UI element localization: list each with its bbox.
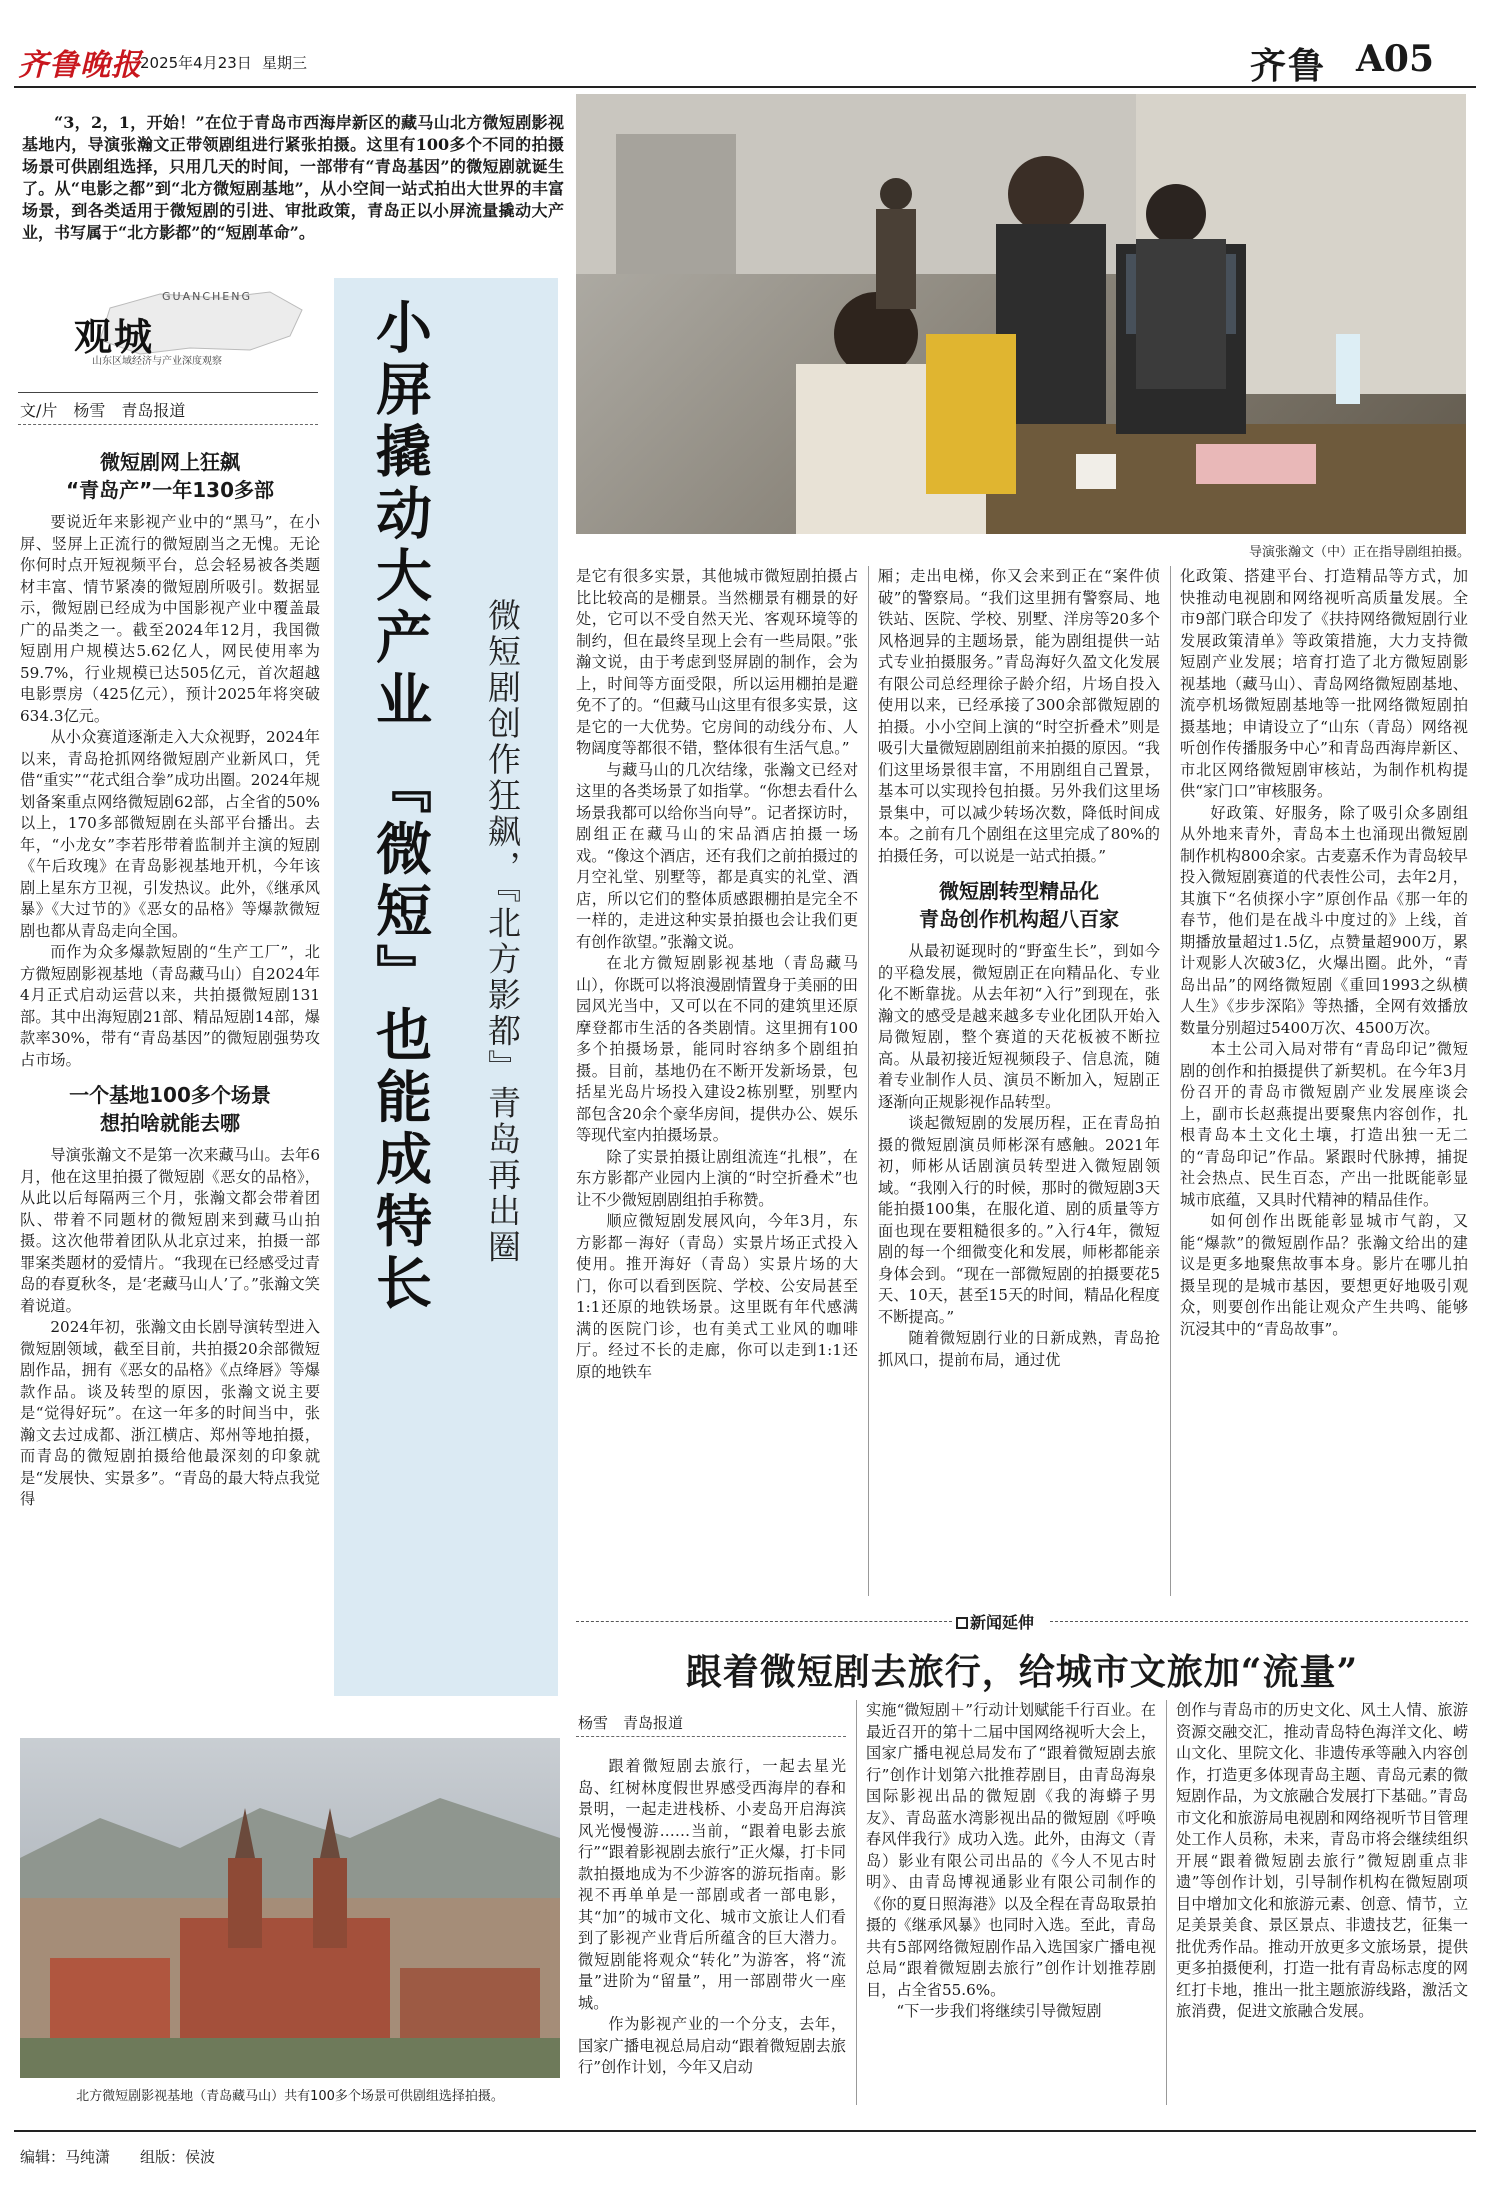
article-column-4 — [1180, 566, 1468, 1340]
column-name: 观城 — [74, 314, 155, 359]
news-column-2 — [866, 1700, 1156, 2023]
news-divider-col3 — [1166, 1700, 1167, 2105]
news-col1-paragraph-1: 跟着微短剧去旅行，一起去星光岛、红树林度假世界感受西海岸的春和景明，一起走进栈桥、小麦岛开启海滨风光慢慢游……当前，“跟着电影去旅行”“跟着影视剧去旅行”正火爆，打卡同款拍摄地成为不少游客的游玩指南。影视不再单单是一部剧或者一部电影，其“加”的城市文化、城市文旅让人们看到了影视产业背后所蕴含的巨大潜力。微短剧能将观众“转化”为游客，将“流量”进阶为“留量”，用一部剧带火一座城。 — [578, 1757, 846, 2012]
photo-illustration-town — [20, 1738, 560, 2078]
news-byline: 杨雪 青岛报道 — [578, 1714, 684, 1732]
top-photo — [576, 94, 1466, 534]
article-column-1 — [20, 448, 320, 1511]
col2-paragraph-2: 与藏马山的几次结缘，张瀚文已经对这里的各类场景了如指掌。“你想去看什么场景我都可以给你当向导”。记者探访时，剧组正在藏马山的宋品酒店拍摄一场戏。“像这个酒店，还有我们之前拍摄过的月空礼堂、别墅等，都是真实的礼堂、酒店，所以它们的整体质感跟棚拍是完全不一样的，走进这种实景拍摄也会让我们更有创作欲望。”张瀚文说。 — [576, 760, 858, 951]
col2-paragraph-3: 在北方微短剧影视基地（青岛藏马山），你既可以将浪漫剧情置身于美丽的田园风光当中，又可以在不同的建筑里还原摩登都市生活的各类剧情。这里拥有100多个拍摄场景，能同时容纳多个剧组拍摄。目前，基地仍在不断开发新场景，包括星光岛片场投入建设2栋别墅，别墅内部包含20余个豪华房间，提供办公、娱乐等现代室内拍摄场景。 — [576, 954, 858, 1144]
paper-logo: 齐鲁晚报 — [18, 48, 142, 83]
headline-sub: 微短剧创作狂飙，『北方影都』青岛再出圈 — [483, 598, 522, 1266]
subhead-3-line-2: 青岛创作机构超八百家 — [919, 907, 1119, 931]
col2-paragraph-1: 是它有很多实景，其他城市微短剧拍摄占比比较高的是棚景。当然棚景有棚景的好处，它可以不受自然天光、客观环境等的制约，但在最终呈现上会有一些局限。”张瀚文说，由于考虑到竖屏剧的制作，会为上，时间等方面受限，所以运用棚拍是避免不了的。“但藏马山这里有很多实景，这是它的一大优势。它房间的动线分布、人物阔度等都很不错，整体很有生活气息。” — [576, 567, 858, 757]
news-col3-paragraph-1: 创作与青岛市的历史文化、风土人情、旅游资源交融交汇，推动青岛特色海洋文化、崂山文化、里院文化、非遗传承等融入内容创作，打造更多体现青岛主题、青岛元素的微短剧作品，为文旅融合发展打下基础。”青岛市文化和旅游局电视剧和网络视听节目管理处工作人员称，未来，青岛市将会继续组织开展“跟着微短剧去旅行”微短剧重点非遗”等创作计划，引导制作机构在微短剧项目中增加文化和旅游元素、创意、情节，立足美景美食、景区景点、非遗技艺，征集一批优秀作品。推动开放更多文旅场景，提供更多拍摄便利，打造一批有青岛标志度的网红打卡地，推出一批主题旅游线路，激活文旅消费，促进文旅融合发展。 — [1176, 1701, 1468, 2020]
news-column-3 — [1176, 1700, 1468, 2023]
news-divider-left — [576, 1621, 952, 1622]
col1-paragraph-4: 导演张瀚文不是第一次来藏马山。去年6月，他在这里拍摄了微短剧《恶女的品格》，从此以后每隔两三个月，张瀚文都会带着团队、带着不同题材的微短剧来到藏马山拍摄。这次他带着团队从北京过来，拍摄一部罪案类题材的爱情片。“我现在已经感受过青岛的春夏秋冬，是‘老藏马山人’了。”张瀚文笑着说道。 — [20, 1146, 320, 1315]
subhead-1-line-1: 微短剧网上狂飙 — [100, 450, 240, 474]
news-divider-col2 — [856, 1700, 857, 2105]
headline-main: 小屏撬动大产业 『微短』也能成特长 — [367, 298, 433, 1316]
issue-weekday: 星期三 — [262, 54, 308, 72]
news-tag-label: 新闻延伸 — [970, 1613, 1035, 1632]
column-divider-3 — [1170, 566, 1171, 1596]
column-subtitle: 山东区域经济与产业深度观察 — [92, 356, 222, 367]
photo-illustration — [576, 94, 1466, 534]
col2-paragraph-5: 顺应微短剧发展风向，今年3月，东方影都－海好（青岛）实景片场正式投入使用。推开海好（青岛）实景片场的大门，你可以看到医院、学校、公安局甚至1:1还原的地铁场景。这里既有年代感满满的医院门诊，也有美式工业风的咖啡厅。经过不长的走廊，你可以走到1:1还原的地铁车 — [576, 1212, 858, 1381]
byline-rule-top — [18, 392, 318, 393]
news-col2-paragraph-2: “下一步我们将继续引导微短剧 — [896, 2002, 1102, 2020]
byline: 文/片 杨雪 青岛报道 — [20, 401, 186, 420]
column-pinyin: GUANCHENG — [162, 290, 252, 303]
news-tag — [956, 1610, 1034, 1633]
square-bullet-icon — [956, 1617, 968, 1629]
news-col2-paragraph-1: 实施“微短剧＋”行动计划赋能千行百业。在最近召开的第十二届中国网络视听大会上，国家广播电视总局发布了“跟着微短剧去旅行”创作计划第六批推荐剧目，由青岛海泉国际影视出品的微短剧《我的海蟒子男友》、青岛蓝水湾影视出品的微短剧《呼唤春风伴我行》成功入选。此外，由海文（青岛）影业有限公司出品的《今人不见古时明》、由青岛博视通影业有限公司制作的《你的夏日照海港》以及全程在青岛取景拍摄的《继承风暴》也同时入选。至此，青岛共有5部网络微短剧作品入选国家广播电视总局“跟着微短剧去旅行”创作计划推荐剧目，占全省55.6%。 — [866, 1701, 1156, 1999]
headline-band — [334, 278, 558, 1696]
bottom-photo — [20, 1738, 560, 2078]
article-column-3 — [878, 566, 1160, 1371]
subhead-3-line-1: 微短剧转型精品化 — [939, 879, 1099, 903]
col1-paragraph-2: 从小众赛道逐渐走入大众视野，2024年以来，青岛抢抓网络微短剧产业新风口，凭借“重实”“花式组合拳”成功出圈。2024年规划备案重点网络微短剧62部，占全省的50%以上，170多部微短剧在头部平台播出。去年，“小龙女”李若彤带着监制并主演的短剧《午后玫瑰》在青岛影视基地开机，今年该剧上星东方卫视，引发热议。此外，《继承风暴》《大过节的》《恶女的品格》等爆款微短剧也都从青岛走向全国。 — [20, 728, 320, 940]
footer-editor: 编辑：马纯潇 — [20, 2148, 111, 2166]
lead-paragraph: “3，2，1，开始！”在位于青岛市西海岸新区的藏马山北方微短剧影视基地内，导演张瀚文正带领剧组进行紧张拍摄。这里有100多个不同的拍摄场景可供剧组选择，只用几天的时间，一部带有“青岛基因”的微短剧就诞生了。从“电影之都”到“北方微短剧基地”，从小空间一站式拍出大世界的丰富场景，到各类适用于微短剧的引进、审批政策，青岛正以小屏流量撬动大产业，书写属于“北方影都”的“短剧革命”。 — [22, 113, 564, 242]
footer-rule — [14, 2130, 1476, 2132]
top-photo-caption: 导演张瀚文（中）正在指导剧组拍摄。 — [1248, 545, 1470, 560]
news-col1-paragraph-2: 作为影视产业的一个分支，去年，国家广播电视总局启动“跟着微短剧去旅行”创作计划，今年又启动 — [578, 2015, 846, 2076]
subhead-2-line-1: 一个基地100多个场景 — [69, 1083, 271, 1107]
col4-paragraph-4: 如何创作出既能彰显城市气韵，又能“爆款”的微短剧作品？张瀚文给出的建议是更多地聚焦故事本身。影片在哪儿拍摄呈现的是城市基因，要想更好地吸引观众，则要创作出能让观众产生共鸣、能够沉浸其中的“青岛故事”。 — [1180, 1212, 1468, 1338]
column-logo — [70, 288, 310, 366]
col1-paragraph-1: 要说近年来影视产业中的“黑马”，在小屏、竖屏上正流行的微短剧当之无愧。无论你何时点开短视频平台，总会轻易被各类题材丰富、情节紧凑的微短剧所吸引。数据显示，微短剧已经成为中国影视产业中覆盖最广的品类之一。截至2024年12月，我国微短剧用户规模达5.62亿人，网民使用率为59.7%，行业规模已达505亿元，首次超越电影票房（425亿元），预计2025年将突破634.3亿元。 — [20, 513, 320, 725]
col4-paragraph-1: 化政策、搭建平台、打造精品等方式，加快推动电视剧和网络视听高质量发展。全市9部门联合印发了《扶持网络微短剧行业发展政策清单》等政策措施，大力支持微短剧产业发展；培育打造了北方微短剧影视基地（藏马山）、青岛网络微短剧基地、流亭机场微短剧基地等一批网络微短剧拍摄基地；申请设立了“山东（青岛）网络视听创作传播服务中心”和青岛西海岸新区、市北区网络微短剧审核站，为制作机构提供“家门口”审核服务。 — [1180, 567, 1468, 800]
issue-date: 2025年4月23日 — [140, 54, 252, 72]
col1-paragraph-3: 而作为众多爆款短剧的“生产工厂”，北方微短剧影视基地（青岛藏马山）自2024年4月正式启动运营以来，共拍摄微短剧131部。其中出海短剧21部、精品短剧14部，爆款率30%，带有“青岛基因”的微短剧强势攻占市场。 — [20, 943, 320, 1069]
page-number: A05 — [1356, 38, 1435, 80]
news-byline-rule — [576, 1736, 846, 1737]
col3-paragraph-1: 厢；走出电梯，你又会来到正在“案件侦破”的警察局。“我们这里拥有警察局、地铁站、医院、学校、别墅、洋房等20多个风格迥异的主题场景，能为剧组提供一站式专业拍摄服务。”青岛海好久盈文化发展有限公司总经理徐子龄介绍，片场自投入使用以来，已经承接了300余部微短剧的拍摄。小小空间上演的“时空折叠术”则是吸引大量微短剧剧组前来拍摄的原因。“我们这里场景很丰富，不用剧组自己置景，基本可以实现拎包拍摄。另外我们这里场景集中，可以减少转场次数，降低时间成本。之前有几个剧组在这里完成了80%的拍摄任务，可以说是一站式拍摄。” — [878, 567, 1160, 865]
subhead-1-line-2: “青岛产”一年130多部 — [65, 478, 275, 502]
news-divider-right — [1050, 1621, 1468, 1622]
section-name: 齐鲁 — [1250, 45, 1327, 87]
col1-paragraph-5: 2024年初，张瀚文由长剧导演转型进入微短剧领域，截至目前，共拍摄20余部微短剧作品，拥有《恶女的品格》《点绛唇》等爆款作品。谈及转型的原因，张瀚文说主要是“觉得好玩”。在这一年多的时间当中，张瀚文去过成都、浙江横店、郑州等地拍摄，而青岛的微短剧拍摄给他最深刻的印象就是“发展快、实景多”。“青岛的最大特点我觉得 — [20, 1318, 320, 1508]
subhead-2-line-2: 想拍啥就能去哪 — [100, 1111, 240, 1135]
col4-paragraph-3: 本土公司入局对带有“青岛印记”微短剧的创作和拍摄提供了新契机。在今年3月份召开的青岛市微短剧产业发展座谈会上，副市长赵燕提出要聚焦内容创作，扎根青岛本土文化土壤，打造出独一无二的“青岛印记”作品。紧跟时代脉搏，捕捉社会热点、民生百态，产出一批既能彰显城市底蕴，又具时代精神的精品佳作。 — [1180, 1040, 1468, 1209]
col3-paragraph-3: 谈起微短剧的发展历程，正在青岛拍摄的微短剧演员师彬深有感触。2021年初，师彬从话剧演员转型进入微短剧领域。“我刚入行的时候，那时的微短剧3天能拍摄100集，在服化道、剧的质量等方面也现在要粗糙很多的。”入行4年，微短剧的每一个细微变化和发展，师彬都能亲身体会到。“现在一部微短剧的拍摄要花5天、10天，甚至15天的时间，精品化程度不断提高。” — [878, 1114, 1160, 1326]
footer-design: 组版：侯波 — [140, 2148, 216, 2166]
col3-paragraph-4: 随着微短剧行业的日新成熟，青岛抢抓风口，提前布局，通过优 — [878, 1329, 1160, 1369]
news-column-1 — [578, 1756, 846, 2079]
col3-paragraph-2: 从最初诞现时的“野蛮生长”，到如今的平稳发展，微短剧正在向精品化、专业化不断靠拢。从去年初“入行”到现在，张瀚文的感受是越来越多专业化团队开始入局微短剧，整个赛道的天花板被不断拉高。从最初接近短视频段子、信息流，随着专业制作人员、演员不断加入，短剧正逐渐向正规影视作品转型。 — [878, 942, 1160, 1111]
col2-paragraph-4: 除了实景拍摄让剧组流连“扎根”，在东方影都产业园内上演的“时空折叠术”也让不少微短剧剧组拍手称赞。 — [576, 1147, 858, 1209]
news-title: 跟着微短剧去旅行，给城市文旅加“流量” — [685, 1651, 1359, 1693]
masthead-rule — [14, 86, 1476, 88]
bottom-photo-caption: 北方微短剧影视基地（青岛藏马山）共有100多个场景可供剧组选择拍摄。 — [76, 2089, 504, 2104]
masthead — [0, 0, 1488, 88]
col4-paragraph-2: 好政策、好服务，除了吸引众多剧组从外地来青外，青岛本土也涌现出微短剧制作机构800余家。古麦嘉禾作为青岛较早投入微短剧赛道的代表性公司，去年2月，其旗下“名侦探小字”原创作品《那一年的春节，他们是在战斗中度过的》上线，首期播放量超过1.5亿，点赞量超900万，累计观影人次破3亿，火爆出圈。此外，“青岛出品”的网络微短剧《重回1993之纵横人生》《步步深陷》等热播，全网有效播放数量分别超过5400万次、4500万次。 — [1180, 803, 1468, 1037]
byline-rule-bottom — [18, 424, 318, 425]
column-divider-2 — [868, 566, 869, 1596]
article-column-2 — [576, 566, 858, 1383]
